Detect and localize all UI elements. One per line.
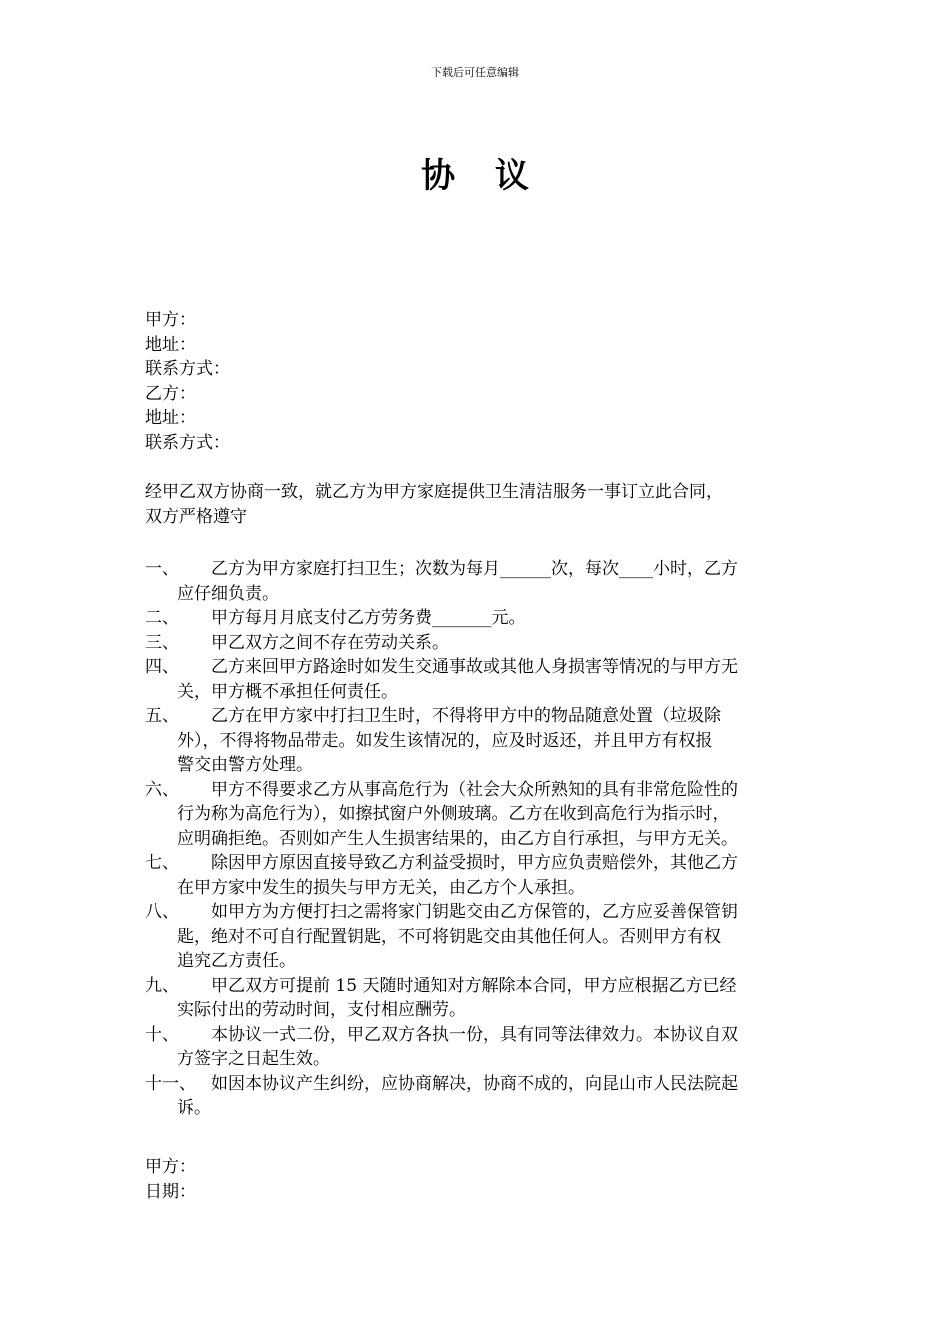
clause-text-line: 乙方为甲方家庭打扫卫生；次数为每月______次，每次____小时，乙方	[211, 559, 738, 579]
clause-number: 六、	[145, 779, 179, 800]
clause-number: 七、	[145, 853, 179, 873]
party-b-contact-label: 联系方式：	[145, 432, 230, 453]
clause-text-line: 应明确拒绝。否则如产生人生损害结果的，由乙方自行承担，与甲方无关。	[177, 828, 738, 849]
party-a-contact-label: 联系方式：	[145, 359, 230, 379]
clause-item	[145, 704, 810, 778]
signature-date-label: 日期：	[145, 1181, 196, 1202]
clause-text-line: 方签字之日起生效。	[177, 1049, 330, 1069]
clause-text-line: 除因甲方原因直接导致乙方利益受损时，甲方应负责赔偿外，其他乙方	[211, 853, 738, 873]
party-a-label: 甲方：	[145, 310, 196, 330]
parties-block	[145, 308, 810, 455]
clause-number: 九、	[145, 975, 179, 996]
clause-text-line: 实际付出的劳动时间，支付相应酬劳。	[177, 1000, 466, 1020]
clause-text-line: 匙，绝对不可自行配置钥匙，不可将钥匙交由其他任何人。否则甲方有权	[177, 926, 721, 947]
clause-text-line: 如甲方为方便打扫之需将家门钥匙交由乙方保管的，乙方应妥善保管钥	[211, 902, 738, 922]
clauses-list	[145, 557, 810, 1121]
clause-item	[145, 900, 810, 974]
intro-line: 经甲乙双方协商一致，就乙方为甲方家庭提供卫生清洁服务一事订立此合同，	[145, 482, 723, 502]
clause-text-line: 本协议一式二份，甲乙双方各执一份，具有同等法律效力。本协议自双	[211, 1024, 738, 1045]
clause-number: 十一、	[145, 1073, 196, 1094]
clause-number: 八、	[145, 902, 179, 922]
clause-item	[145, 974, 810, 1023]
clause-item	[145, 1023, 810, 1072]
clause-number: 二、	[145, 608, 179, 628]
clause-text-line: 应仔细负责。	[177, 583, 279, 604]
clause-text-line: 如因本协议产生纠纷，应协商解决，协商不成的，向昆山市人民法院起	[211, 1073, 738, 1094]
header-note: 下载后可任意编辑	[431, 66, 519, 79]
clause-number: 十、	[145, 1024, 179, 1045]
clause-item	[145, 655, 810, 704]
intro-line: 双方严格遵守	[145, 506, 247, 527]
clause-text-line: 在甲方家中发生的损失与甲方无关，由乙方个人承担。	[177, 877, 585, 898]
party-b-label: 乙方：	[145, 383, 196, 404]
clause-number: 四、	[145, 657, 179, 677]
clause-number: 一、	[145, 559, 179, 579]
clause-text-line: 甲乙双方之间不存在劳动关系。	[211, 632, 449, 653]
clause-text-line: 关，甲方概不承担任何责任。	[177, 681, 398, 702]
intro-paragraph	[145, 480, 810, 529]
clause-item	[145, 1072, 810, 1121]
clause-item	[145, 778, 810, 852]
clause-number: 三、	[145, 632, 179, 653]
clause-number: 五、	[145, 706, 179, 726]
clause-item	[145, 606, 810, 631]
document-title: 协 议	[421, 156, 543, 196]
clause-item	[145, 631, 810, 656]
clause-item	[145, 851, 810, 900]
clause-text-line: 外），不得将物品带走。如发生该情况的，应及时返还，并且甲方有权报	[177, 730, 713, 751]
clause-text-line: 甲方不得要求乙方从事高危行为（社会大众所熟知的具有非常危险性的	[211, 779, 738, 800]
clause-text-line: 甲方每月月底支付乙方劳务费_______元。	[211, 608, 526, 628]
clause-text-line: 甲乙双方可提前 15 天随时通知对方解除本合同，甲方应根据乙方已经	[211, 975, 737, 996]
signature-party-a-label: 甲方：	[145, 1157, 196, 1177]
clause-text-line: 警交由警方处理。	[177, 755, 313, 775]
clause-text-line: 乙方在甲方家中打扫卫生时，不得将甲方中的物品随意处置（垃圾除	[211, 706, 721, 726]
clause-text-line: 诉。	[177, 1098, 211, 1118]
signature-block	[145, 1155, 810, 1204]
clause-text-line: 追究乙方责任。	[177, 951, 296, 971]
party-b-address-label: 地址：	[145, 408, 196, 428]
clause-item	[145, 557, 810, 606]
clause-text-line: 行为称为高危行为），如擦拭窗户外侧玻璃。乙方在收到高危行为指示时，	[177, 804, 730, 824]
party-a-address-label: 地址：	[145, 334, 196, 355]
clause-text-line: 乙方来回甲方路途时如发生交通事故或其他人身损害等情况的与甲方无	[211, 657, 738, 677]
